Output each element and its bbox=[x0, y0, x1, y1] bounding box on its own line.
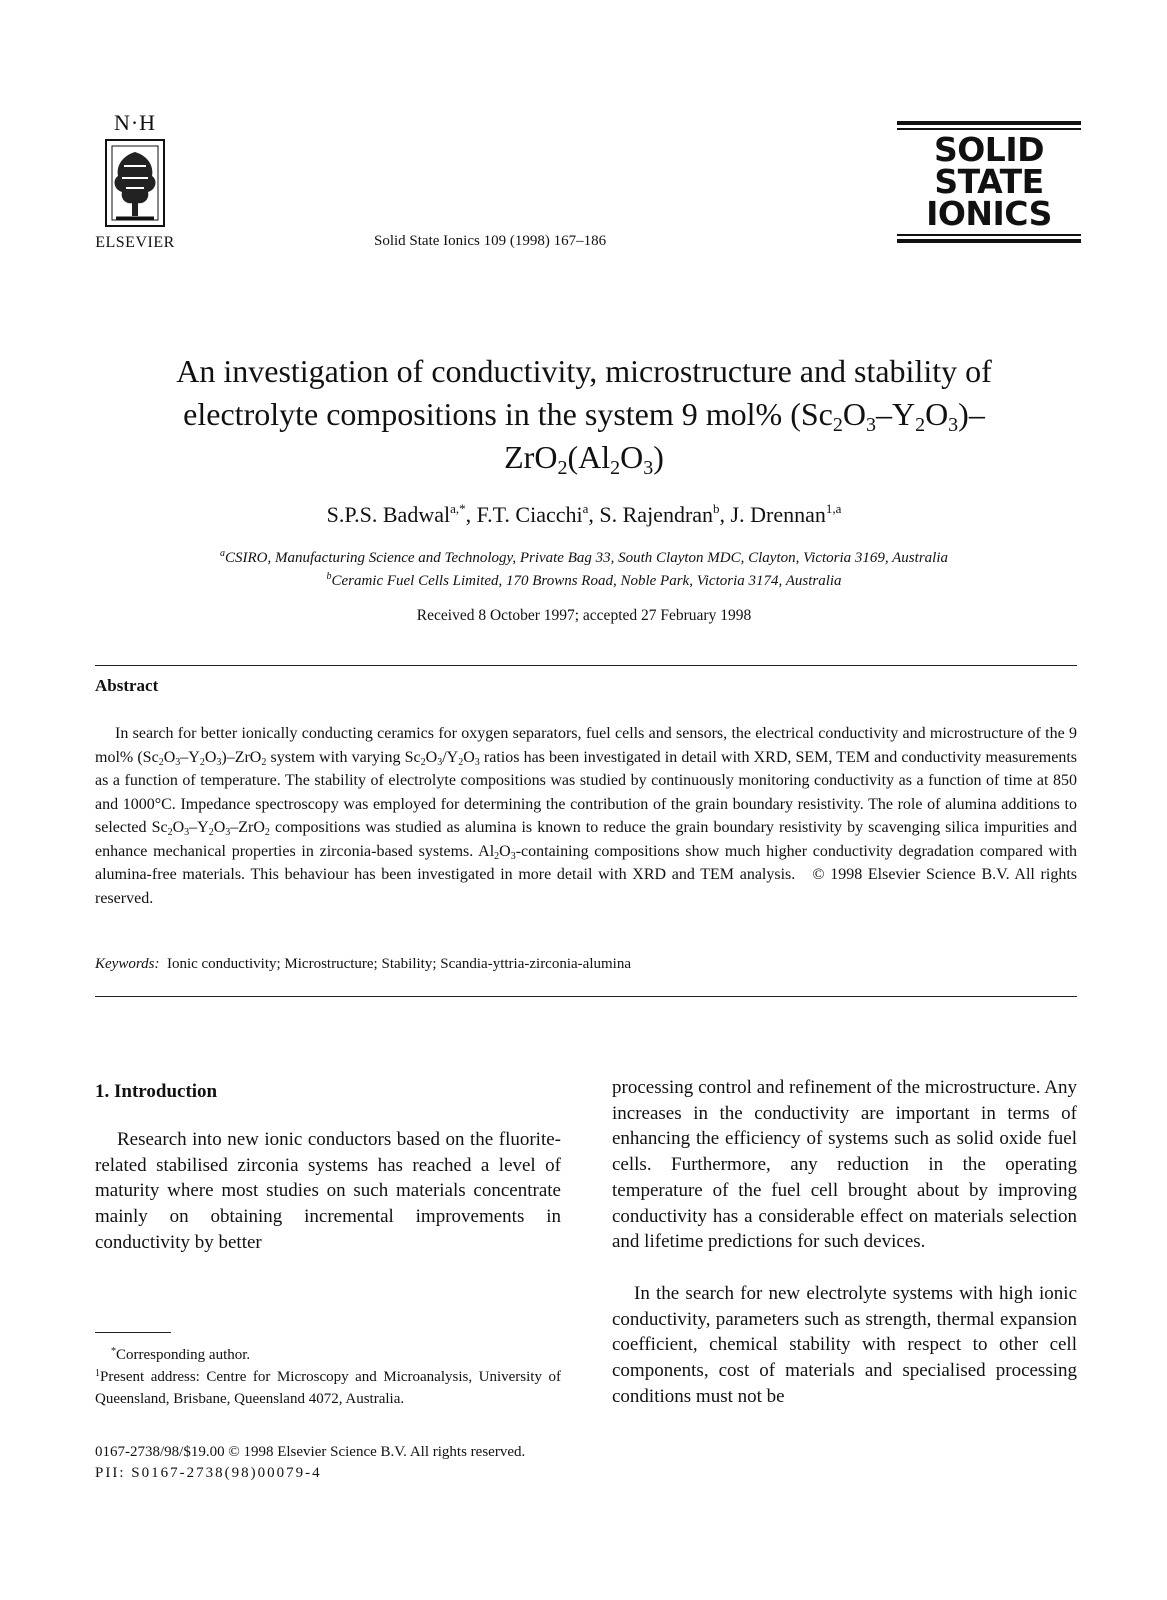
intro-paragraph: In the search for new electrolyte systems with high ionic conductivity, parameters such as strength, thermal expansion coefficient, chemical stability with respect to other cell components, cost of materials and specialised processing conditions must not be bbox=[612, 1283, 1077, 1407]
title-line-3: $ZrO_2(Al_2O_3)$ bbox=[504, 439, 664, 479]
divider bbox=[95, 665, 1077, 666]
section-heading: 1. Introduction bbox=[95, 1081, 218, 1102]
affiliation-b: $^b$Ceramic Fuel Cells Limited, 170 Browns Road, Noble Park, Victoria 3174, Australia bbox=[326, 571, 842, 589]
title-line-2: electrolyte compositions in the system 9 mol% $(Sc_2O_3-Y_2O_3)-$ bbox=[183, 396, 985, 436]
journal-logo-word: STATE bbox=[934, 162, 1044, 201]
author-name: S.P.S. Badwal bbox=[326, 502, 451, 527]
author-list: S.P.S. Badwal$^{a,*}$, F.T. Ciacchi$^a$, S. Rajendran$^b$, J. Drennan$^{1,a}$ bbox=[326, 501, 842, 527]
intro-paragraph: processing control and refinement of the microstructure. Any increases in the conductivity are important in terms of enhancing the efficiency of systems such as solid oxide fuel cells. Furthermore, any reduction in the operating temperature of the fuel cell brought about by improving conductivity has a considerable effect on materials selection and lifetime predictions for such devices. bbox=[612, 1077, 1077, 1253]
issn-line: 0167-2738/98/$19.00 © 1998 Elsevier Science B.V. All rights reserved. bbox=[95, 1444, 526, 1460]
pii-line: PII: S0167-2738(98)00079-4 bbox=[95, 1465, 322, 1481]
divider bbox=[95, 996, 1077, 997]
journal-citation: Solid State Ionics 109 (1998) 167–186 bbox=[374, 233, 607, 249]
journal-logo-word: SOLID bbox=[933, 130, 1045, 169]
footnote-corresponding: *Corresponding author. bbox=[111, 1346, 251, 1363]
logo-bottom-bar bbox=[897, 239, 1081, 243]
author-affiliation-mark: b bbox=[713, 501, 720, 516]
footnotes bbox=[95, 1344, 561, 1410]
publication-info bbox=[95, 1442, 525, 1484]
logo-top-bar bbox=[897, 121, 1081, 125]
journal-logo-word: IONICS bbox=[926, 194, 1052, 233]
author-affiliation-mark: 1,a bbox=[825, 501, 842, 516]
author-name: J. Drennan bbox=[730, 502, 826, 527]
intro-paragraph: Research into new ionic conductors based on the fluorite-related stabilised zirconia systems has reached a level of maturity where most studies on such materials concentrate mainly on obtaining incremental improvements in conductivity by better bbox=[95, 1129, 561, 1253]
abstract-heading: Abstract bbox=[95, 676, 159, 695]
article-title bbox=[96, 350, 1072, 479]
tree-emblem-icon bbox=[102, 136, 168, 230]
abstract-text: In search for better ionically conducting ceramics for oxygen separators, fuel cells and sensors, the electrical conductivity and microstructure of the 9 mol% $(Sc_2O_3-Y_2O_3)-ZrO_2$ system with varying $Sc_2O_3/Y_2O_3$ ratios has been investigated in detail with XRD, SEM, TEM and conductivity measurements as a function of temperature. The stability of electrolyte compositions was studied by continuously monitoring conductivity as a function of time at 850 and 1000°C. Impedance spectroscopy was employed for determining the contribution of the grain boundary resistivity. The role of alumina additions to selected $Sc_2O_3-Y_2O_3-ZrO_2$ compositions was studied as alumina is known to reduce the grain boundary resistivity by scavenging silica impurities and enhance mechanical properties in zirconia-based systems. $Al_2O_3$-containing compositions show much higher conductivity degradation compared with alumina-free materials. This behaviour has been investigated in more detail with XRD and TEM analysis. © 1998 Elsevier Science B.V. All rights reserved. bbox=[95, 725, 1078, 907]
author-affiliation-mark: a,* bbox=[450, 501, 466, 516]
received-dates: Received 8 October 1997; accepted 27 February 1998 bbox=[416, 607, 752, 624]
footnote-present-address: $^1$Present address: Centre for Microscopy and Microanalysis, University of Queensland, Brisbane, Queensland 4072, Australia. bbox=[95, 1368, 561, 1407]
journal-logo bbox=[897, 121, 1081, 243]
abstract-copyright: © 1998 Elsevier Science B.V. All rights reserved. bbox=[95, 866, 1078, 907]
publisher-name: ELSEVIER bbox=[95, 234, 175, 251]
author-name: F.T. Ciacchi bbox=[476, 502, 583, 527]
publisher-logo bbox=[80, 112, 190, 252]
keywords-label: Keywords: bbox=[95, 956, 160, 972]
keywords bbox=[95, 956, 1077, 973]
logo-bottom-bar-thin bbox=[897, 234, 1081, 236]
footnote-divider bbox=[95, 1332, 171, 1333]
keywords-text: Ionic conductivity; Microstructure; Stability; Scandia-yttria-zirconia-alumina bbox=[166, 956, 631, 972]
author-name: S. Rajendran bbox=[599, 502, 714, 527]
author-affiliation-mark: a bbox=[582, 501, 589, 516]
title-line-1: An investigation of conductivity, microstructure and stability of bbox=[176, 353, 992, 389]
affiliation-a: $^a$CSIRO, Manufacturing Science and Technology, Private Bag 33, South Clayton MDC, Clayton, Victoria 3169, Australia bbox=[220, 548, 948, 566]
publisher-mark: N·H bbox=[113, 110, 157, 135]
